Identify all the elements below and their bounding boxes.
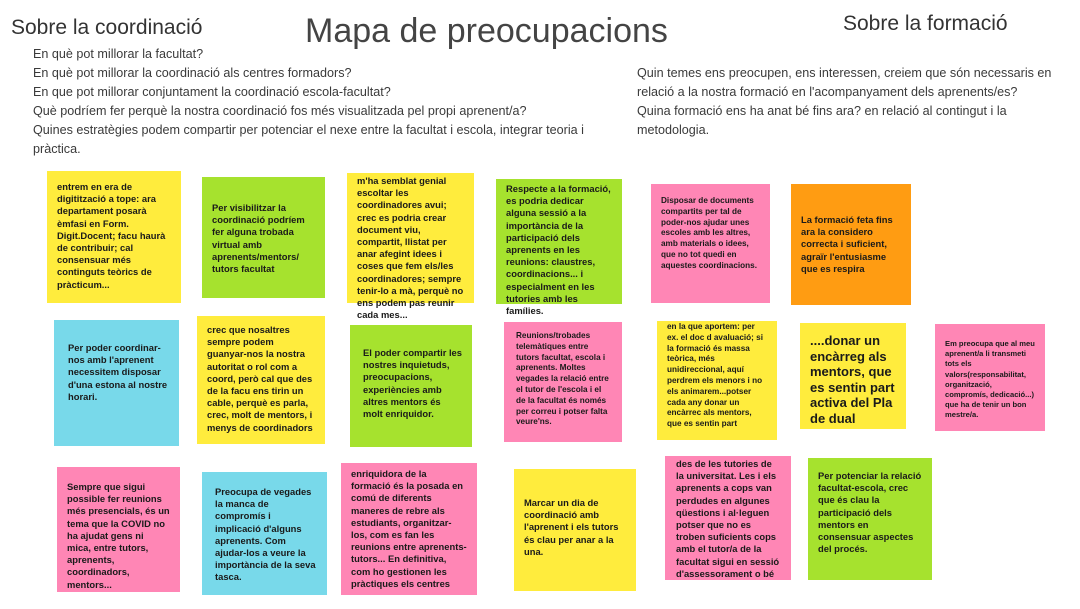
sticky-note-text: Sempre que sigui possible fer reunions més presencials, és un tema que la COVID no ha ajudat gens ni mica, entre tutors, aprenents, coordinadors, mentors... xyxy=(67,481,170,590)
sticky-note-text: ....donar un encàrreg als mentors, que es sentin part activa del Pla de dual xyxy=(810,333,895,426)
question-item: Quina formació ens ha anat bé fins ara? en relació al contingut i la metodologia. xyxy=(637,104,1007,137)
left-heading: Sobre la coordinació xyxy=(11,16,203,39)
coordination-questions xyxy=(33,45,633,159)
sticky-note-text: El poder compartir les nostres inquietuds, preocupacions, experiències amb altres mentors és molt enriquidor. xyxy=(363,347,462,420)
sticky-note-text: Disposar de documents compartits per tal de poder-nos ajudar unes escoles amb les altres, amb materials o idees, que no tot quedi en aquestes coordinacions. xyxy=(661,196,758,270)
sticky-note[interactable] xyxy=(935,324,1045,431)
sticky-note-text: en la que aportem: per ex. el doc d avaluació; si la formació és massa teòrica, més unidireccional, aquí perdrem els menors i no els animarem...potser cada any donar un encàrrec als mentors, que es sentin part xyxy=(667,322,764,429)
sticky-note[interactable] xyxy=(651,184,770,303)
question-item: En què pot millorar la facultat? xyxy=(33,47,204,61)
sticky-note-text: Reunions/trobades telemàtiques entre tutors facultat, escola i aprenents. Moltes vegades la relació entre el tutor de l'escola i el de la facultat és només per correu i potser falta veure'ns. xyxy=(516,331,609,427)
sticky-note[interactable] xyxy=(665,456,791,580)
sticky-note[interactable] xyxy=(202,472,327,595)
sticky-note-text: des de les tutories de la universitat. Les i els aprenents a cops van perdudes en algunes qüestions i al·leguen potser que no es troben suficients cops amb el tutor/a de la facultat sigui en sessió d'assessorament o bé xyxy=(676,458,780,579)
sticky-note-text: Respecte a la formació, es podria dedicar alguna sessió a la importància de la participació dels aprenents en les reunions: claustres, coordinacions... i especialment en les tutories amb les famílies. xyxy=(506,183,611,317)
sticky-note[interactable] xyxy=(197,316,325,444)
right-heading: Sobre la formació xyxy=(843,12,1008,35)
question-item: Què podríem fer perquè la nostra coordinació fos més visualitzada pel propi aprenent/a? xyxy=(33,104,527,118)
sticky-note[interactable] xyxy=(202,177,325,298)
sticky-note-text: Preocupa de vegades la manca de compromís i implicació d'alguns aprenents. Com ajudar-los a veure la importància de la seva tasca. xyxy=(215,486,316,583)
sticky-note-text: Per poder coordinar-nos amb l'aprenent necessitem disposar d'una estona al nostre horari. xyxy=(68,342,168,402)
sticky-note[interactable] xyxy=(47,171,181,303)
question-item: Quines estratègies podem compartir per potenciar el nexe entre la facultat i escola, integrar teoria i pràctica. xyxy=(33,123,584,156)
sticky-note[interactable] xyxy=(657,321,777,440)
sticky-note-text: enriquidora de la formació és la posada en comú de diferents maneres de rebre als estudiants, organitzar-los, com es fan les reunions entre aprenents-tutors... En definitiva, com ho gestionen les pràctiques els centres xyxy=(351,468,467,589)
training-questions xyxy=(637,64,1072,140)
page-title: Mapa de preocupacions xyxy=(305,12,668,50)
sticky-note-text: m'ha semblat genial escoltar les coordinadores avui; crec es podria crear document viu, compartit, llistat per anar afegint idees i coses que fem els/les coordinadores; sempre tenir-lo a mà, perquè no ens podem pas reunir cada mes... xyxy=(357,175,464,321)
sticky-note[interactable] xyxy=(341,463,477,595)
sticky-note[interactable] xyxy=(350,325,472,447)
question-item: En què pot millorar la coordinació als centres formadors? xyxy=(33,66,352,80)
sticky-note-text: Per potenciar la relació facultat-escola, crec que és clau la participació dels mentors en consensuar aspectes del procés. xyxy=(818,470,922,555)
sticky-note-text: La formació feta fins ara la considero correcta i suficient, agraïr l'entusiasme que es respira xyxy=(801,214,893,274)
sticky-note[interactable] xyxy=(54,320,179,446)
sticky-note[interactable] xyxy=(514,469,636,591)
sticky-note[interactable] xyxy=(496,179,622,317)
sticky-note[interactable] xyxy=(504,322,622,442)
question-item: En que pot millorar conjuntament la coordinació escola-facultat? xyxy=(33,85,391,99)
sticky-note[interactable] xyxy=(800,323,906,429)
sticky-note-text: Em preocupa que al meu aprenent/a li transmeti tots els valors(responsabilitat, organització, compromís, dedicació...) que ha de tenir un bon mestre/a. xyxy=(945,339,1035,420)
sticky-note-text: Marcar un dia de coordinació amb l'aprenent i els tutors és clau per anar a la una. xyxy=(524,497,619,557)
sticky-note[interactable] xyxy=(808,458,932,580)
sticky-note-text: crec que nosaltres sempre podem guanyar-nos la nostra autoritat o rol com a coord, però cal que des de la facu ens tirin un cable, perquè es parla, crec, molt de mentors, i menys de coordinadors xyxy=(207,324,313,433)
sticky-note[interactable] xyxy=(347,173,474,321)
sticky-note[interactable] xyxy=(57,467,180,592)
question-item: Quin temes ens preocupen, ens interessen, creiem que són necessaris en relació a la nostra formació en l'acompanyament dels aprenents/es? xyxy=(637,66,1052,99)
sticky-note-text: entrem en era de digitització a tope: ara departament posarà èmfasi en Form. Digit.Docent; facu haurà de contribuir; cal consensuar més continguts teòrics de pràcticum... xyxy=(57,181,166,290)
sticky-note-text: Per visibilitzar la coordinació podríem fer alguna trobada virtual amb aprenents/mentors/ tutors facultat xyxy=(212,202,305,275)
sticky-note[interactable] xyxy=(791,184,911,305)
